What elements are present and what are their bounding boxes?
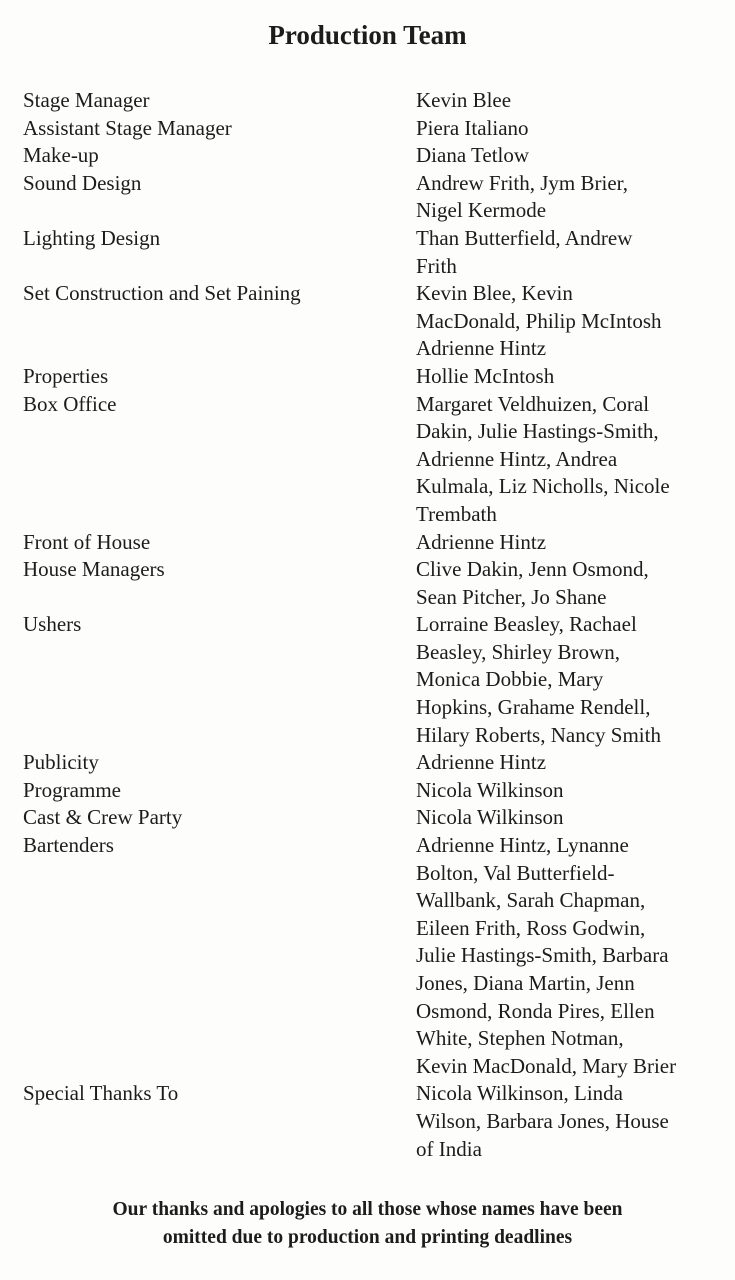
credit-names: Than Butterfield, Andrew Frith <box>416 225 633 278</box>
credit-names: Nicola Wilkinson, Linda Wilson, Barbara Jones, House of India <box>416 1081 669 1161</box>
credits-list <box>23 87 728 1163</box>
credit-row <box>23 1080 728 1163</box>
credit-row <box>23 777 728 805</box>
credit-row <box>23 556 728 611</box>
credit-names: Lorraine Beasley, Rachael Beasley, Shirley Brown, Monica Dobbie, Mary Hopkins, Grahame Rendell, Hilary Roberts, Nancy Smith <box>416 612 661 747</box>
credit-role: House Managers <box>23 557 165 582</box>
credit-role: Special Thanks To <box>23 1081 179 1106</box>
credit-names: Diana Tetlow <box>416 143 530 168</box>
page-title: Production Team <box>268 20 467 50</box>
credit-names: Andrew Frith, Jym Brier, Nigel Kermode <box>416 170 629 223</box>
credit-names: Clive Dakin, Jenn Osmond, Sean Pitcher, Jo Shane <box>416 557 649 609</box>
credit-row <box>23 749 728 777</box>
credit-row <box>23 363 728 391</box>
credit-role: Programme <box>23 777 121 802</box>
credit-names: Adrienne Hintz <box>416 750 547 775</box>
credit-role: Box Office <box>23 391 117 416</box>
credit-names: Adrienne Hintz <box>416 529 547 554</box>
credit-row <box>23 611 728 749</box>
credit-row <box>23 804 728 832</box>
credit-role: Sound Design <box>23 170 142 195</box>
credit-row <box>23 529 728 557</box>
thanks-note-line-1: Our thanks and apologies to all those whose names have been <box>112 1199 623 1220</box>
credit-names: Kevin Blee <box>416 88 512 112</box>
credit-names: Nicola Wilkinson <box>416 777 564 802</box>
thanks-note <box>0 1196 735 1252</box>
credit-names: Hollie McIntosh <box>416 363 555 388</box>
credit-role: Make-up <box>23 143 99 168</box>
credit-role: Properties <box>23 363 109 388</box>
credit-row <box>23 280 728 363</box>
credit-role: Cast & Crew Party <box>23 805 183 830</box>
credit-row <box>23 225 728 280</box>
credit-role: Front of House <box>23 529 151 554</box>
credit-row <box>23 391 728 529</box>
credit-role: Set Construction and Set Paining <box>23 281 301 306</box>
credit-names: Kevin Blee, Kevin MacDonald, Philip McIntosh Adrienne Hintz <box>416 281 662 361</box>
credit-row <box>23 832 728 1080</box>
credit-role: Assistant Stage Manager <box>23 115 232 140</box>
credit-role: Lighting Design <box>23 225 161 250</box>
credit-row <box>23 170 728 225</box>
credit-names: Piera Italiano <box>416 115 529 140</box>
credit-role: Bartenders <box>23 833 114 858</box>
credit-row <box>23 87 728 115</box>
credit-row <box>23 142 728 170</box>
credit-role: Publicity <box>23 750 99 775</box>
credit-role: Ushers <box>23 612 82 637</box>
thanks-note-line-2: omitted due to production and printing deadlines <box>162 1227 573 1248</box>
credit-names: Nicola Wilkinson <box>416 805 564 830</box>
credit-names: Margaret Veldhuizen, Coral Dakin, Julie Hastings-Smith, Adrienne Hintz, Andrea Kulmala, Liz Nicholls, Nicole Trembath <box>416 391 670 526</box>
credit-names: Adrienne Hintz, Lynanne Bolton, Val Butterfield- Wallbank, Sarah Chapman, Eileen Frith, Ross Godwin, Julie Hastings-Smith, Barbara Jones, Diana Martin, Jenn Osmond, Ronda Pires, Ellen White, Stephen Notman, Kevin MacDonald, Mary Brier <box>416 833 677 1078</box>
credit-row <box>23 115 728 143</box>
credit-role: Stage Manager <box>23 88 150 112</box>
